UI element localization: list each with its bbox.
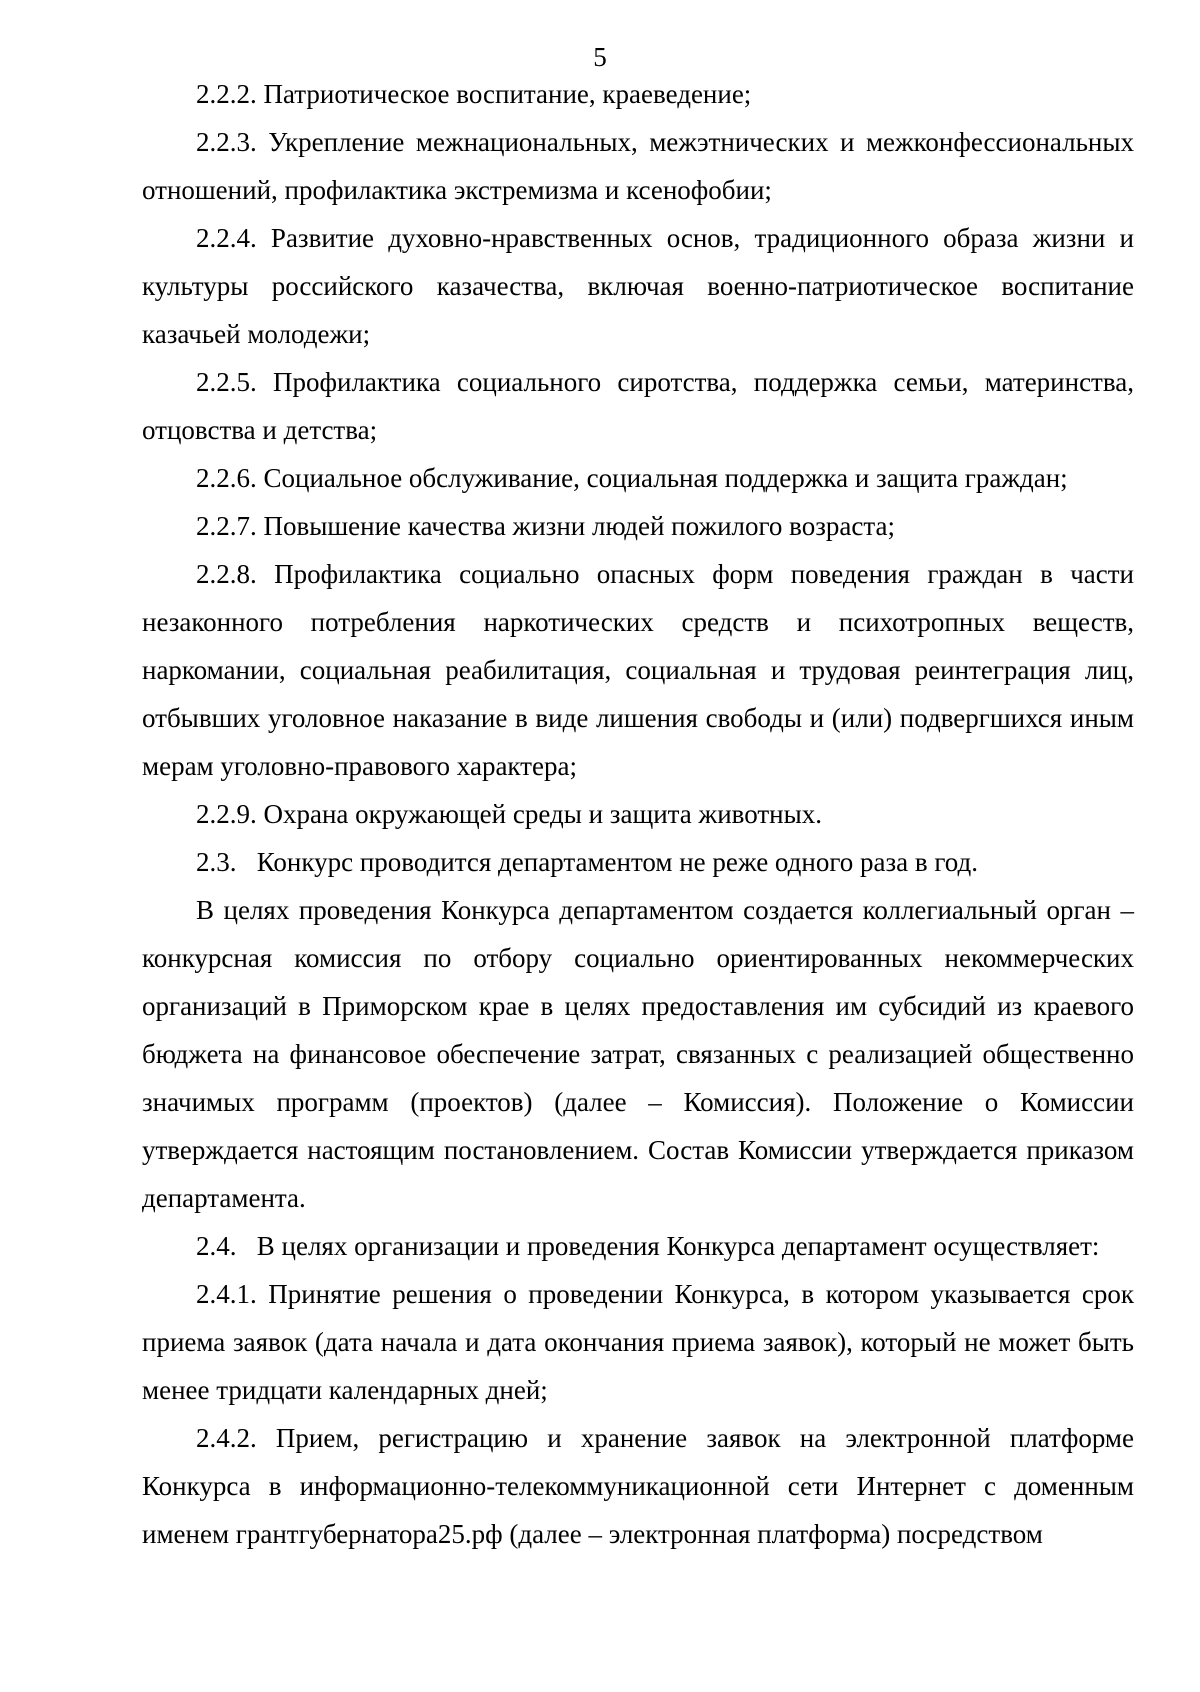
paragraph-2-2-3: 2.2.3. Укрепление межнациональных, межэтнических и межконфессиональных отношений, профилактика экстремизма и ксенофобии; bbox=[142, 127, 1134, 205]
paragraph-2-4-1: 2.4.1. Принятие решения о проведении Конкурса, в котором указывается срок приема заявок (дата начала и дата окончания приема заявок), который не может быть менее тридцати календарных дней; bbox=[142, 1279, 1134, 1405]
paragraph-2-4: 2.4. В целях организации и проведения Конкурса департамент осуществляет: bbox=[196, 1231, 1100, 1261]
paragraph-2-2-8: 2.2.8. Профилактика социально опасных форм поведения граждан в части незаконного потребления наркотических средств и психотропных веществ, наркомании, социальная реабилитация, социальная и трудовая реинтеграция лиц, отбывших уголовное наказание в виде лишения свободы и (или) подвергшихся иным мерам уголовно-правового характера; bbox=[142, 559, 1134, 781]
paragraph-2-3: 2.3. Конкурс проводится департаментом не реже одного раза в год. bbox=[196, 847, 978, 877]
paragraph-2-2-9: 2.2.9. Охрана окружающей среды и защита животных. bbox=[196, 799, 822, 829]
page-number: 5 bbox=[593, 42, 607, 72]
paragraph-2-2-5: 2.2.5. Профилактика социального сиротства, поддержка семьи, материнства, отцовства и детства; bbox=[142, 367, 1134, 445]
paragraph-commission: В целях проведения Конкурса департаментом создается коллегиальный орган – конкурсная комиссия по отбору социально ориентированных некоммерческих организаций в Приморском крае в целях предоставления им субсидий из краевого бюджета на финансовое обеспечение затрат, связанных с реализацией общественно значимых программ (проектов) (далее – Комиссия). Положение о Комиссии утверждается настоящим постановлением. Состав Комиссии утверждается приказом департамента. bbox=[142, 895, 1134, 1213]
paragraph-2-2-4: 2.2.4. Развитие духовно-нравственных основ, традиционного образа жизни и культуры российского казачества, включая военно-патриотическое воспитание казачьей молодежи; bbox=[142, 223, 1134, 349]
paragraph-2-2-2: 2.2.2. Патриотическое воспитание, краеведение; bbox=[196, 79, 752, 109]
paragraph-2-2-7: 2.2.7. Повышение качества жизни людей пожилого возраста; bbox=[196, 511, 895, 541]
paragraph-2-4-2: 2.4.2. Прием, регистрацию и хранение заявок на электронной платформе Конкурса в информационно-телекоммуникационной сети Интернет с доменным именем грантгубернатора25.рф (далее – электронная платформа) посредством bbox=[142, 1423, 1134, 1549]
paragraph-2-2-6: 2.2.6. Социальное обслуживание, социальная поддержка и защита граждан; bbox=[196, 463, 1068, 493]
document-body bbox=[142, 70, 1134, 1558]
